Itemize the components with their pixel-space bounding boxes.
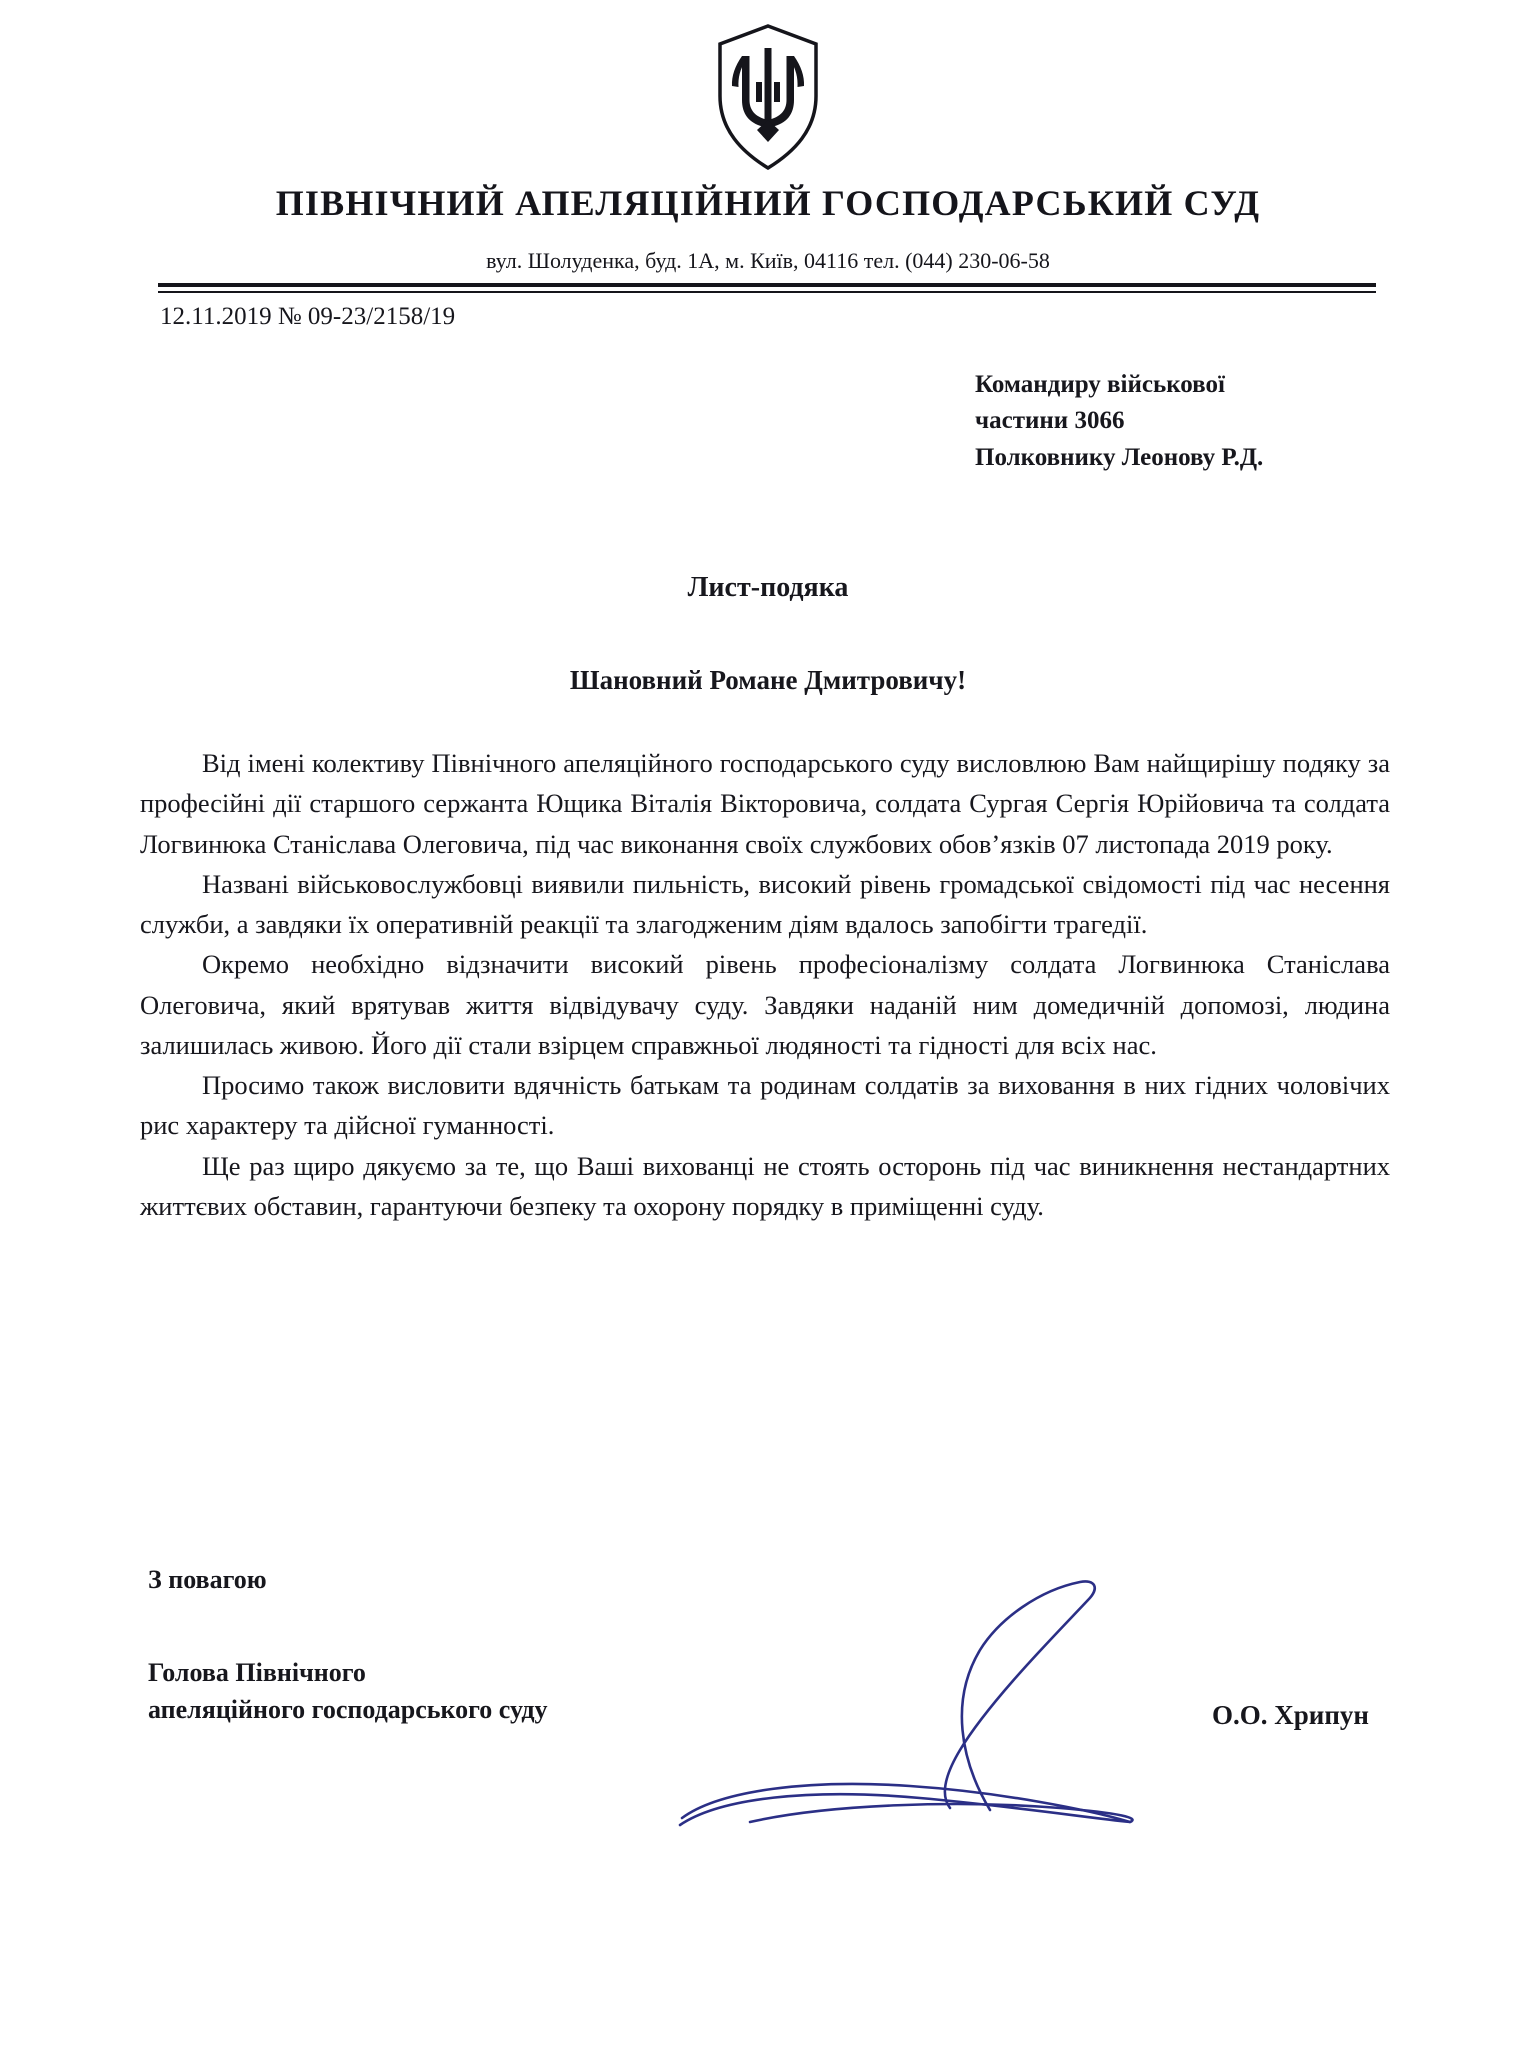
- handwritten-signature-icon: [660, 1560, 1260, 1830]
- addressee-block: [975, 367, 1495, 476]
- addressee-line-2: частини 3066: [975, 407, 1125, 435]
- emblem-container: [0, 22, 1536, 172]
- addressee-line-1: Командиру військової: [975, 371, 1225, 398]
- organization-title: ПІВНІЧНИЙ АПЕЛЯЦІЙНИЙ ГОСПОДАРСЬКИЙ СУД: [275, 183, 1261, 223]
- body-paragraph: Просимо також висловити вдячність батькам та родинам солдатів за виховання в них гідних чоловічих рис характеру та дійсної гуманності.: [140, 1070, 1390, 1141]
- ukraine-tryzub-coat-of-arms-icon: [712, 22, 824, 172]
- header-rule-thick: [158, 283, 1376, 287]
- signer-name: О.О. Хрипун: [1212, 1700, 1369, 1730]
- letter-body: [140, 743, 1390, 1226]
- addressee-line-3: Полковнику Леонову Р.Д.: [975, 443, 1264, 471]
- body-paragraph: Окремо необхідно відзначити високий рівень професіоналізму солдата Логвинюка Станіслава Олеговича, який врятував життя відвідувачу суду. Завдяки наданій ним домедичній допомозі, людина залишилась живою. Його дії стали взірцем справжньої людяності та гідності для всіх нас.: [140, 949, 1390, 1060]
- body-paragraph: Названі військовослужбовці виявили пильність, високий рівень громадської свідомості під час несення служби, а завдяки їх оперативній реакції та злагодженим діям вдалось запобігти трагедії.: [140, 868, 1390, 940]
- signer-role: [148, 1655, 548, 1729]
- body-paragraph: Від імені колективу Північного апеляційного господарського суду висловлюю Вам найщирішу подяку за професійні дії старшого сержанта Ющика Віталія Вікторовича, солдата Сургая Сергія Юрійовича та солдата Логвинюка Станіслава Олеговича, під час виконання своїх службових обов’язків 07 листопада 2019 року.: [140, 748, 1390, 859]
- body-paragraph: Ще раз щиро дякуємо за те, що Ваші вихованці не стоять осторонь під час виникнення нестандартних життєвих обставин, гарантуючи безпеку та охорону порядку в приміщенні суду.: [140, 1150, 1390, 1221]
- signer-role-line-2: апеляційного господарського суду: [148, 1694, 548, 1724]
- organization-address: вул. Шолуденка, буд. 1А, м. Київ, 04116 тел. (044) 230-06-58: [486, 248, 1050, 273]
- salutation: Шановний Романе Дмитровичу!: [569, 665, 967, 695]
- header-rule-thin: [158, 291, 1376, 293]
- signer-role-line-1: Голова Північного: [148, 1658, 366, 1687]
- document-reference: 12.11.2019 № 09-23/2158/19: [160, 303, 456, 330]
- closing-phrase: З повагою: [148, 1565, 267, 1594]
- letter-title: Лист-подяка: [687, 572, 849, 603]
